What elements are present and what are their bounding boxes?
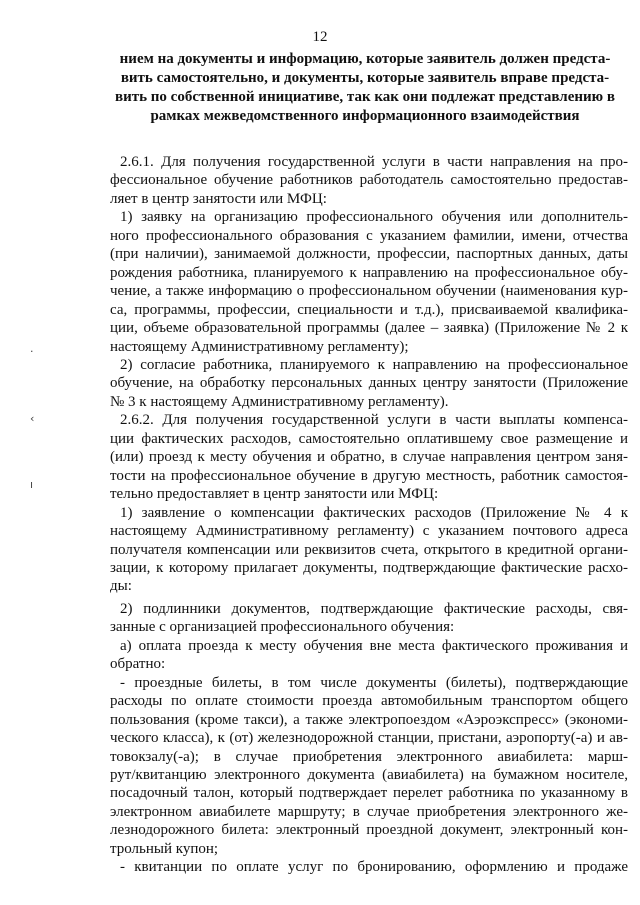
- text-line: ческого класса), к (от) железнодорожной станции, пристани, аэропорту(-а) и ав-: [110, 730, 628, 747]
- text-line: пользования (кроме такси), а также электропоездом «Аэроэкспресс» (экономи-: [110, 711, 628, 728]
- text-line: 2.6.2. Для получения государственной услуги в части выплаты компенса-: [120, 412, 628, 429]
- text-line: ды:: [110, 578, 132, 595]
- text-line: тости на профессиональное обучение в другую местность, работник самостоя-: [110, 467, 628, 484]
- heading-line: вить по собственной инициативе, так как они подлежат представлению в: [115, 89, 615, 105]
- text-line: рождения работника, планируемого к направлению на профессиональное обу-: [110, 264, 628, 281]
- margin-mark: ·: [30, 345, 34, 358]
- text-line: обратно:: [110, 656, 166, 673]
- text-line: занные с организацией профессионального обучения:: [110, 619, 455, 636]
- text-line: ного профессионального образования с указанием фамилии, имени, отчества: [110, 227, 628, 244]
- text-line: 2.6.1. Для получения государственной услуги в части направления на про-: [120, 154, 628, 170]
- text-line: настоящему Административному регламенту);: [110, 338, 409, 355]
- text-line: ции, объеме образовательной программы (далее – заявка) (Приложение № 2 к: [110, 320, 628, 337]
- text-line: товокзалу(-а); в случае приобретения электронного авиабилета: марш-: [110, 748, 628, 765]
- text-line: зации, к которому прилагает документы, подтверждающие фактические расхо-: [110, 559, 628, 576]
- text-line: электронном авиабилете маршруту; в случае приобретения электронного же-: [110, 803, 628, 820]
- margin-mark: ‹: [30, 412, 35, 425]
- heading-line: рамках межведомственного информационного взаимодействия: [150, 108, 580, 124]
- text-line: получателя компенсации или реквизитов счета, открытого в кредитной органи-: [110, 541, 628, 558]
- text-line: ции фактических расходов, самостоятельно оплатившему свое размещение и: [110, 430, 628, 447]
- text-line: са, программы, профессии, специальности и т.д.), присваиваемой квалифика-: [110, 301, 628, 318]
- text-line: 2) подлинники документов, подтверждающие фактические расходы, свя-: [120, 600, 628, 617]
- text-line: рут/квитанцию электронного документа (авиабилета) на бумажном носителе,: [110, 766, 628, 783]
- text-line: трольный купон;: [110, 840, 219, 857]
- text-line: № 3 к настоящему Административному регламенту).: [110, 393, 449, 410]
- page-number: 12: [312, 29, 328, 45]
- text-line: ляет в центр занятости или МФЦ:: [110, 190, 327, 207]
- text-line: 1) заявление о компенсации фактических расходов (Приложение № 4 к: [120, 504, 628, 521]
- text-line: фессиональное обучение работников работодатель самостоятельно предостав-: [110, 172, 628, 189]
- body-text: [110, 153, 628, 877]
- text-line: 1) заявку на организацию профессионального обучения или дополнитель-: [120, 209, 628, 226]
- text-line: тельно предоставляет в центр занятости или МФЦ:: [110, 486, 439, 503]
- text-line: обучение, на обработку персональных данных центру занятости (Приложение: [110, 375, 628, 392]
- heading-line: вить самостоятельно, и документы, которые заявитель вправе предста-: [120, 70, 610, 86]
- text-line: расходы по оплате стоимости проезда автомобильным транспортом общего: [110, 693, 628, 710]
- text-line: посадочный талон, который подтверждает перелет работника по указанному в: [110, 785, 628, 802]
- text-line: - квитанции по оплате услуг по бронированию, оформлению и продаже: [120, 859, 628, 876]
- text-line: а) оплата проезда к месту обучения вне места фактического проживания и: [120, 637, 628, 654]
- text-line: (при наличии), занимаемой должности, профессии, паспортных данных, даты: [110, 246, 628, 263]
- text-line: чение, а также информацию о профессиональном обучении (наименования кур-: [110, 283, 628, 300]
- heading-line: нием на документы и информацию, которые заявитель должен предста-: [119, 51, 611, 67]
- text-line: (или) проезд к месту обучения и обратно, в случае направления центром заня-: [110, 449, 628, 466]
- text-line: настоящему Административному регламенту) с указанием почтового адреса: [110, 523, 628, 540]
- text-line: лезнодорожного билета: электронный проездной документ, электронный кон-: [110, 822, 628, 839]
- text-line: 2) согласие работника, планируемого к направлению на профессиональное: [120, 356, 628, 373]
- section-heading: [100, 50, 630, 126]
- margin-mark: ı: [30, 478, 34, 491]
- text-line: - проездные билеты, в том числе документы (билеты), подтверждающие: [120, 674, 628, 691]
